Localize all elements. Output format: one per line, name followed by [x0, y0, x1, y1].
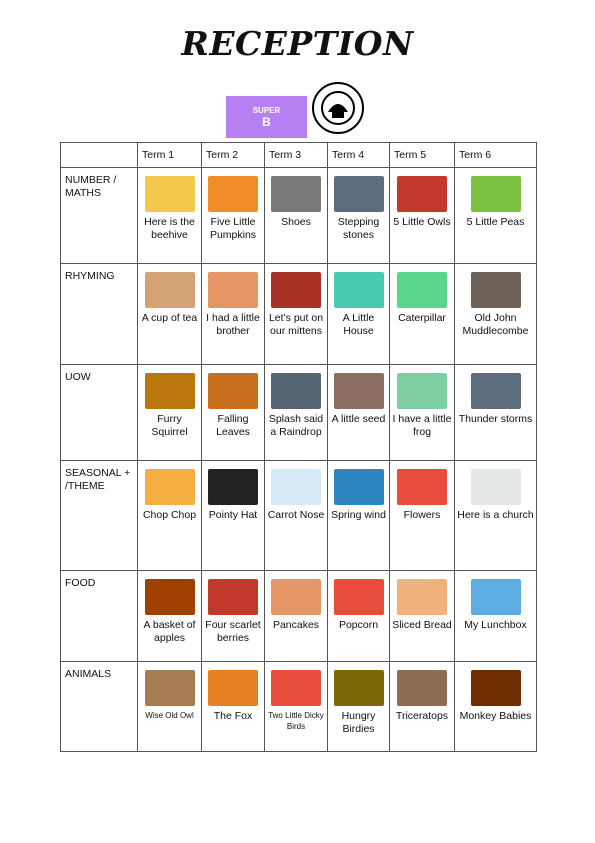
dandelion-icon — [334, 469, 384, 505]
table-row — [61, 264, 537, 365]
activity-content — [455, 365, 536, 426]
table-row — [61, 571, 537, 662]
activity-content — [265, 264, 327, 338]
activity-cell — [390, 571, 455, 662]
term-header-1: Term 1 — [138, 143, 202, 168]
monkey-icon — [471, 670, 521, 706]
activity-caption: Wise Old Owl — [145, 711, 194, 720]
birdie-icon — [334, 670, 384, 706]
activity-cell — [138, 264, 202, 365]
activity-caption: Old John Muddlecombe — [462, 312, 529, 337]
activity-content — [328, 168, 389, 242]
activity-content — [265, 365, 327, 439]
activity-caption: 5 Little Owls — [393, 216, 451, 228]
activity-content — [390, 168, 454, 229]
activity-caption: Chop Chop — [142, 509, 197, 521]
activity-cell — [202, 571, 265, 662]
activity-cell — [328, 365, 390, 461]
owl-icon — [145, 670, 195, 706]
activity-caption: Let’s put on our mittens — [268, 312, 324, 337]
owls-icon — [397, 176, 447, 212]
activity-cell — [265, 662, 328, 752]
activity-cell — [390, 662, 455, 752]
row-label: ANIMALS — [61, 662, 138, 752]
activity-content — [390, 571, 454, 632]
activity-content — [265, 168, 327, 229]
row-label: NUMBER / MATHS — [61, 168, 138, 264]
row-label: FOOD — [61, 571, 138, 662]
term-header-4: Term 4 — [328, 143, 390, 168]
activity-cell — [455, 365, 537, 461]
pumpkins-icon — [208, 176, 258, 212]
activity-cell — [455, 264, 537, 365]
activity-content — [390, 264, 454, 325]
activity-caption: Carrot Nose — [267, 509, 325, 521]
activity-content — [265, 571, 327, 632]
birds-icon — [271, 670, 321, 706]
activity-cell — [138, 365, 202, 461]
peas-icon — [471, 176, 521, 212]
activity-caption: A basket of apples — [143, 619, 196, 644]
pancakes-icon — [271, 579, 321, 615]
activity-content — [202, 365, 264, 439]
activity-content — [138, 461, 201, 522]
activity-caption: Here is a church — [457, 509, 534, 521]
activity-cell — [265, 571, 328, 662]
activity-cell — [202, 662, 265, 752]
apples-icon — [145, 579, 195, 615]
activity-cell — [328, 168, 390, 264]
activity-cell — [265, 461, 328, 571]
seed-icon — [334, 373, 384, 409]
school-crest-icon — [312, 82, 364, 134]
activity-cell — [138, 662, 202, 752]
activity-caption: Spring wind — [331, 509, 386, 521]
bread-icon — [397, 579, 447, 615]
activity-cell — [265, 168, 328, 264]
activity-content — [138, 365, 201, 439]
boy-icon — [208, 272, 258, 308]
page-title: RECEPTION — [181, 24, 414, 63]
church-icon — [471, 469, 521, 505]
activity-cell — [455, 168, 537, 264]
activity-cell — [202, 365, 265, 461]
activity-cell — [138, 168, 202, 264]
activity-content — [328, 662, 389, 736]
activity-content — [202, 168, 264, 242]
table-row — [61, 461, 537, 571]
term-header-3: Term 3 — [265, 143, 328, 168]
activity-content — [390, 365, 454, 439]
activity-content — [202, 571, 264, 645]
activity-caption: Flowers — [403, 509, 441, 521]
bees-icon — [145, 176, 195, 212]
activity-content — [455, 461, 536, 522]
activity-cell — [455, 662, 537, 752]
activity-cell — [328, 461, 390, 571]
activity-content — [328, 461, 389, 522]
activity-content — [202, 662, 264, 723]
activity-cell — [455, 461, 537, 571]
dinosaur-icon — [397, 670, 447, 706]
activity-cell — [328, 662, 390, 752]
activity-cell — [390, 365, 455, 461]
super-logo-text: SUPER — [252, 105, 281, 115]
activity-caption: Furry Squirrel — [151, 413, 188, 438]
row-label: UOW — [61, 365, 138, 461]
storm-icon — [471, 373, 521, 409]
activity-caption: Popcorn — [338, 619, 379, 631]
term-table — [60, 142, 537, 752]
tea-cup-icon — [145, 272, 195, 308]
house-icon — [334, 272, 384, 308]
activity-caption: A cup of tea — [141, 312, 198, 324]
frog-icon — [397, 373, 447, 409]
flowers-icon — [397, 469, 447, 505]
table-row — [61, 168, 537, 264]
activity-caption: Falling Leaves — [216, 413, 250, 438]
activity-content — [138, 662, 201, 721]
activity-content — [390, 461, 454, 522]
popcorn-icon — [334, 579, 384, 615]
term-header-2: Term 2 — [202, 143, 265, 168]
activity-cell — [265, 365, 328, 461]
activity-caption: Stepping stones — [337, 216, 380, 241]
shoes-icon — [271, 176, 321, 212]
witch-hat-icon — [208, 469, 258, 505]
activity-cell — [138, 461, 202, 571]
term-header-5: Term 5 — [390, 143, 455, 168]
fox-icon — [208, 670, 258, 706]
activity-content — [202, 461, 264, 522]
activity-content — [138, 264, 201, 325]
activity-content — [138, 571, 201, 645]
activity-caption: A Little House — [342, 312, 375, 337]
activity-caption: A little seed — [331, 413, 386, 425]
activity-caption: Four scarlet berries — [205, 619, 261, 644]
activity-caption: Here is the beehive — [144, 216, 195, 241]
activity-caption: Triceratops — [395, 710, 449, 722]
activity-caption: I had a little brother — [206, 312, 260, 337]
snowman-icon — [271, 469, 321, 505]
hat-icon — [471, 272, 521, 308]
berries-icon — [208, 579, 258, 615]
activity-cell — [202, 168, 265, 264]
activity-content — [138, 168, 201, 242]
activity-cell — [390, 168, 455, 264]
activity-caption: Caterpillar — [398, 312, 446, 324]
activity-content — [390, 662, 454, 723]
activity-cell — [202, 461, 265, 571]
mittens-icon — [271, 272, 321, 308]
table-row — [61, 662, 537, 752]
activity-caption: Two Little Dicky Birds — [268, 711, 324, 731]
row-label: SEASONAL + /THEME — [61, 461, 138, 571]
leaves-icon — [208, 373, 258, 409]
super-b-logo — [226, 96, 307, 138]
squirrel-icon — [145, 373, 195, 409]
header-row — [61, 143, 537, 168]
activity-cell — [328, 264, 390, 365]
logo-area — [226, 82, 371, 138]
activity-content — [202, 264, 264, 338]
activity-content — [455, 571, 536, 632]
table-body — [61, 168, 537, 752]
activity-caption: Sliced Bread — [392, 619, 452, 631]
term-header-6: Term 6 — [455, 143, 537, 168]
raindrop-icon — [271, 373, 321, 409]
caterpillar-icon — [397, 272, 447, 308]
activity-caption: Shoes — [281, 216, 311, 228]
activity-content — [265, 461, 327, 522]
activity-cell — [138, 571, 202, 662]
activity-caption: Splash said a Raindrop — [268, 413, 324, 438]
book-icon — [145, 469, 195, 505]
activity-caption: Pointy Hat — [208, 509, 258, 521]
activity-cell — [328, 571, 390, 662]
activity-caption: Hungry Birdies — [341, 710, 376, 735]
activity-content — [265, 662, 327, 732]
activity-content — [328, 264, 389, 338]
corner-cell — [61, 143, 138, 168]
activity-content — [455, 662, 536, 723]
activity-cell — [202, 264, 265, 365]
activity-content — [455, 168, 536, 229]
activity-cell — [455, 571, 537, 662]
activity-caption: Pancakes — [272, 619, 320, 631]
activity-caption: 5 Little Peas — [466, 216, 525, 228]
activity-caption: Thunder storms — [458, 413, 533, 425]
row-label: RHYMING — [61, 264, 138, 365]
table-row — [61, 365, 537, 461]
activity-cell — [265, 264, 328, 365]
b-logo-text: B — [262, 114, 271, 129]
activity-caption: Monkey Babies — [459, 710, 532, 722]
activity-caption: Five Little Pumpkins — [209, 216, 257, 241]
activity-content — [455, 264, 536, 338]
activity-caption: My Lunchbox — [464, 619, 527, 631]
activity-caption: I have a little frog — [392, 413, 452, 438]
stones-icon — [334, 176, 384, 212]
lunchbox-icon — [471, 579, 521, 615]
activity-content — [328, 365, 389, 426]
activity-caption: The Fox — [213, 710, 253, 722]
activity-content — [328, 571, 389, 632]
activity-cell — [390, 264, 455, 365]
activity-cell — [390, 461, 455, 571]
